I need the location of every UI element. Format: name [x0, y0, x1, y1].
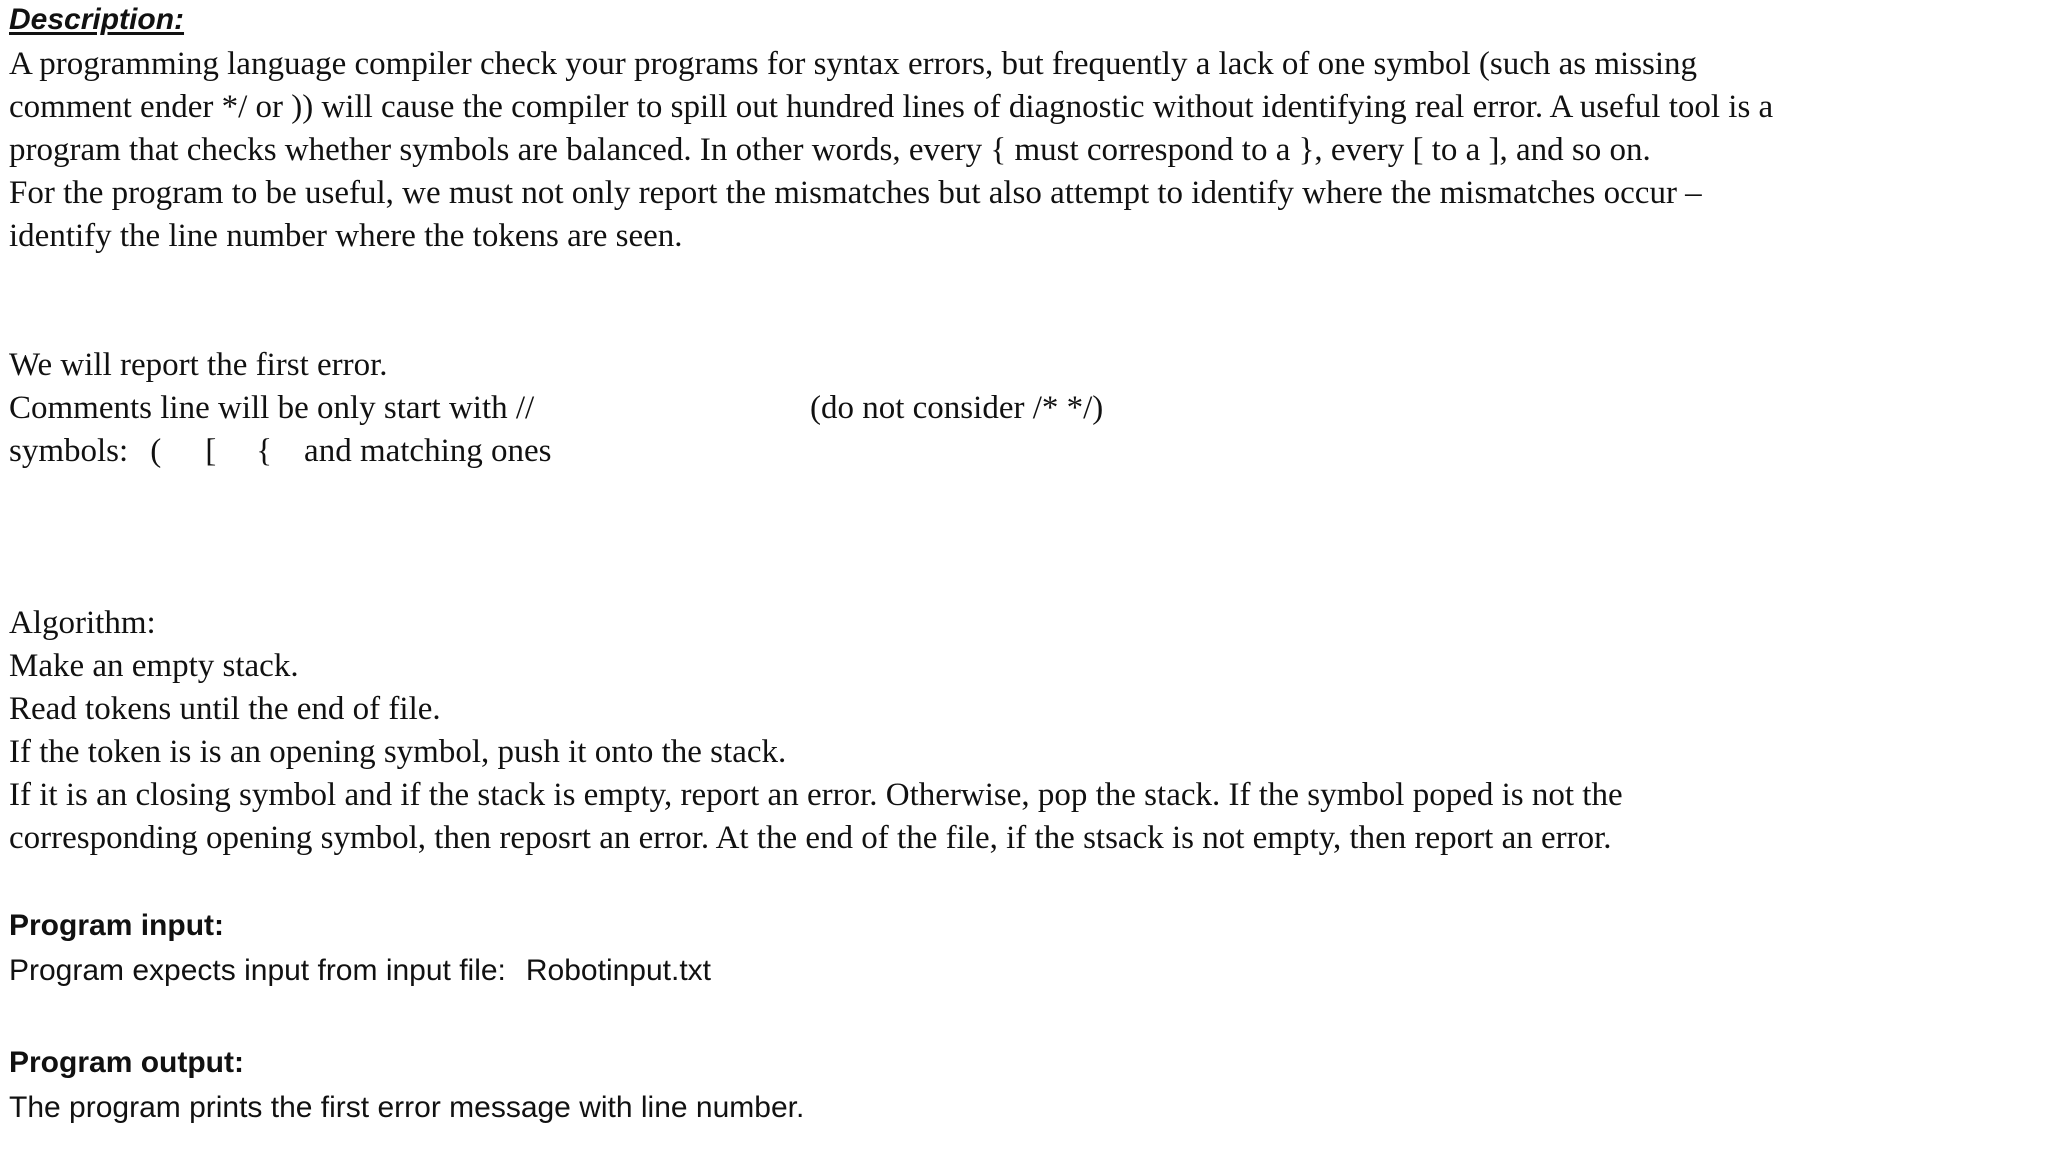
- description-line-1: A programming language compiler check your programs for syntax errors, but frequently a lack of one symbol (such as missing: [9, 46, 1698, 82]
- description-line-3: program that checks whether symbols are balanced. In other words, every { must correspond to a }, every [ to a ], and so on.: [9, 132, 1651, 168]
- algorithm-heading: Algorithm:: [9, 605, 156, 641]
- description-heading: Description:: [9, 3, 185, 36]
- description-line-2: comment ender */ or )) will cause the compiler to spill out hundred lines of diagnostic without identifying real error. A useful tool is a: [9, 89, 1774, 125]
- algorithm-line-1: Make an empty stack.: [9, 648, 299, 684]
- symbol-paren: (: [150, 433, 162, 469]
- algorithm-line-4: If it is an closing symbol and if the stack is empty, report an error. Otherwise, pop the stack. If the symbol poped is not the: [9, 777, 1623, 813]
- description-line-4: For the program to be useful, we must not only report the mismatches but also attempt to identify where the mismatches occur –: [9, 175, 1702, 211]
- program-output-text: The program prints the first error message with line number.: [9, 1091, 805, 1124]
- comments-rule-row: [9, 387, 534, 431]
- first-error-rule: We will report the first error.: [9, 347, 388, 383]
- symbols-rule-row: [9, 430, 551, 474]
- comments-note: (do not consider /* */): [810, 390, 1104, 426]
- program-input-label: Program expects input from input file:: [9, 954, 506, 987]
- program-output-heading: Program output:: [9, 1046, 244, 1079]
- symbol-bracket: [: [205, 433, 217, 469]
- description-line-5: identify the line number where the tokens are seen.: [9, 218, 683, 254]
- algorithm-line-3: If the token is is an opening symbol, push it onto the stack.: [9, 734, 787, 770]
- symbols-label: symbols:: [9, 433, 129, 469]
- input-filename: Robotinput.txt: [525, 954, 712, 987]
- symbol-brace: {: [256, 433, 273, 469]
- program-input-heading: Program input:: [9, 909, 224, 942]
- algorithm-line-5: corresponding opening symbol, then reposrt an error. At the end of the file, if the stsack is not empty, then report an error.: [9, 820, 1612, 856]
- algorithm-line-2: Read tokens until the end of file.: [9, 691, 441, 727]
- program-input-row: [9, 953, 711, 989]
- comments-rule: Comments line will be only start with //: [9, 390, 535, 426]
- symbols-suffix: and matching ones: [304, 433, 552, 469]
